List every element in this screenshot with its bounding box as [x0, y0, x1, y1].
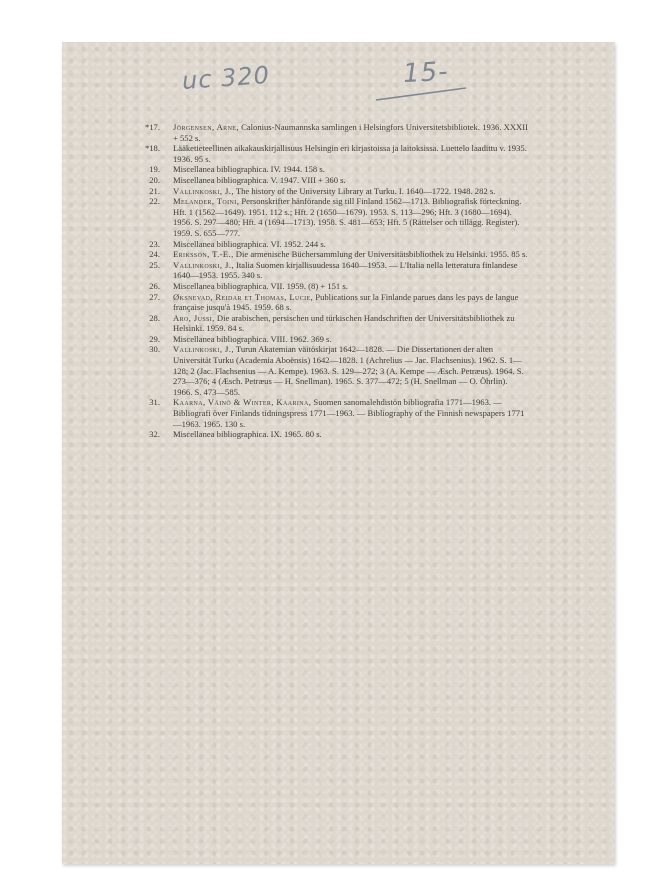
- list-item: [138, 292, 528, 313]
- handwritten-price: 15-: [402, 56, 450, 90]
- entry-number: 24.: [149, 249, 160, 260]
- entry-author: Melander, Toini,: [173, 196, 240, 207]
- entry-number: 29.: [149, 333, 160, 344]
- list-item: [138, 196, 528, 238]
- list-item: [138, 175, 528, 186]
- entry-number: 21.: [149, 185, 160, 196]
- entry-text: Personskrifter hänförande sig till Finland 1562—1713. Bibliografisk förteckning. Hft. 1 (1562—1649). 1951. 112 s.; Hft. 2 (1650—1679). 1953. S. 113—296; Hft. 3 (1680—1694). 1956. S. 297—480; Hft. 4 (1694—1713). 1958. S. 481—653; Hft. 5 (Rättelser och tillägg. Register). 1959. S. 655—777.: [173, 196, 522, 238]
- list-item: [138, 239, 528, 250]
- entry-author: Vallinkoski, J.,: [173, 344, 234, 355]
- handwritten-code: uc 320: [181, 60, 271, 96]
- entry-number: 28.: [149, 312, 160, 323]
- entry-author: Jörgensen, Arne,: [173, 122, 239, 132]
- entry-number: 32.: [149, 429, 160, 440]
- entry-text: Miscellanea bibliographica. VI. 1952. 244 s.: [173, 238, 326, 249]
- entry-text: Die arabischen, persischen und türkischen Handschriften der Universitätsbibliothek zu Helsinki. 1959. 84 s.: [173, 312, 515, 334]
- entry-text: Calonius-Naumannska samlingen i Helsingfors Universitetsbibliotek. 1936. XXXII + 552 s.: [173, 122, 528, 143]
- entry-text: The history of the University Library at Turku. I. 1640—1722. 1948. 282 s.: [233, 185, 496, 196]
- entry-number: 19.: [149, 164, 160, 175]
- list-item: [138, 122, 528, 143]
- entry-number: 22.: [149, 196, 160, 207]
- entry-number: 30.: [149, 344, 160, 355]
- entry-text: Miscellanea bibliographica. V. 1947. VIII + 360 s.: [173, 174, 346, 185]
- handwritten-note: [178, 58, 498, 106]
- entry-number: 20.: [149, 174, 160, 185]
- entry-number: 31.: [149, 397, 160, 408]
- entry-text: Italia Suomen kirjallisuudessa 1640—1953. — L'Italia nella letteratura finlandese 1640—1953. 1955. 340 s.: [173, 259, 518, 281]
- entry-text: Die armenische Büchersammlung der Universitätsbibliothek zu Helsinki. 1955. 85 s.: [233, 249, 528, 260]
- entry-text: Lääketieteellinen aikakauskirjallisuus Helsingin eri kirjastoissa ja laitoksissa. Luettelo laadittu v. 1935. 1936. 95 s.: [173, 143, 527, 164]
- list-item: [138, 164, 528, 175]
- list-item: [138, 143, 528, 164]
- entry-author: Vallinkoski, J.,: [173, 185, 234, 196]
- entry-text: Publications sur la Finlande parues dans les pays de langue française jusqu'à 1945. 1959. 68 s.: [173, 291, 519, 313]
- entry-text: Turun Akatemian väitöskirjat 1642—1828. — Die Dissertationen der alten Universität Turku (Academia Aboënsis) 1642—1828. 1 (Achrelius — Jac. Flachsenius). 1962. S. 1—128; 2 (Jac. Flachsenius — A. Kempe). 1963. S. 129—272; 3 (A. Kempe — Æsch. Petræus). 1964. S. 273—376; 4 (Æsch. Petræus — H. Snellman). 1965. S. 377—472; 5 (H. Snellman — O. Öhrlin). 1966. S. 473—585.: [173, 344, 524, 397]
- publication-list: [138, 122, 528, 440]
- entry-text: Miscellanea bibliographica. IX. 1965. 80 s.: [173, 429, 322, 440]
- entry-number: *17.: [144, 122, 160, 132]
- list-item: [138, 249, 528, 260]
- list-item: [138, 429, 528, 440]
- entry-text: Miscellanea bibliographica. IV. 1944. 158 s.: [173, 164, 325, 175]
- list-item: [138, 344, 528, 397]
- list-item: [138, 281, 528, 292]
- list-item: [138, 313, 528, 334]
- entry-number: *18.: [144, 143, 160, 154]
- list-item: [138, 260, 528, 281]
- list-item: [138, 397, 528, 429]
- entry-text: Suomen sanomalehdistön bibliografia 1771—1963. — Bibliografi över Finlands tidningspress 1771—1963. — Bibliography of the Finnish newspapers 1771—1963. 1965. 130 s.: [173, 397, 525, 429]
- list-item: [138, 334, 528, 345]
- entry-author: Aro, Jussi,: [173, 312, 215, 323]
- entry-number: 25.: [149, 259, 160, 270]
- entry-author: Eriksson, T.-E.,: [173, 249, 234, 260]
- entry-number: 23.: [149, 238, 160, 249]
- entry-author: Vallinkoski, J.,: [173, 259, 234, 270]
- entry-number: 26.: [149, 280, 160, 291]
- entry-number: 27.: [149, 291, 160, 302]
- list-item: [138, 186, 528, 197]
- entry-text: Miscellanea bibliographica. VII. 1959. (8) + 151 s.: [173, 280, 348, 291]
- handwriting-underline: [178, 58, 498, 106]
- entry-author: Øksnevad, Reidar et Thomas, Lucie,: [173, 291, 314, 302]
- entry-author: Kaarna, Väinö & Winter, Kaarina,: [173, 397, 312, 408]
- entry-text: Miscellanea bibliographica. VIII. 1962. 369 s.: [173, 333, 332, 344]
